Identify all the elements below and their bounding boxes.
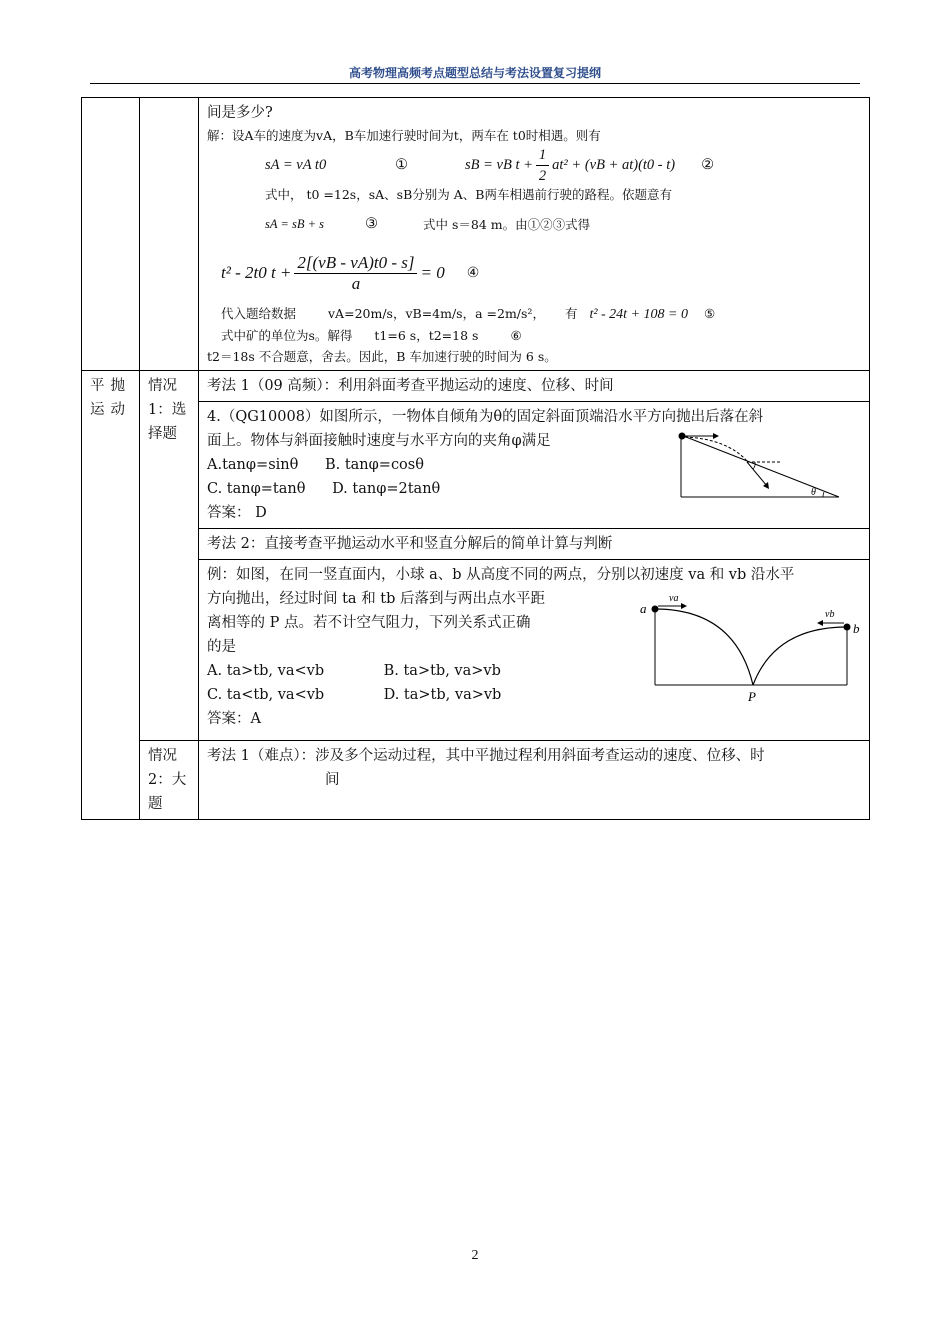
table-row — [82, 371, 870, 402]
equation-4-lhs: t² - 2t0 t + — [221, 263, 292, 282]
example-option-b: B. ta>tb, va>vb — [383, 663, 501, 679]
example-stem-line3: 离相等的 P 点。若不计空气阻力，下列关系式正确 — [207, 615, 531, 631]
q4-cell — [199, 402, 870, 529]
equation-3: sA = sB + s — [265, 217, 325, 231]
solution-intro: 解：设A车的速度为vA，B车加速行驶时间为t，两车在 t0时相遇。则有 — [207, 128, 601, 143]
method3-title-line2: 间 — [325, 772, 340, 788]
equation-6-number: ⑥ — [510, 328, 522, 343]
method3-cell — [199, 741, 870, 820]
equation-4-fraction — [294, 253, 417, 294]
topic-cell — [82, 371, 140, 820]
equation-2-rhs: at² + (vB + at)(t0 - t) — [552, 157, 676, 173]
equation-row-1-2 — [207, 146, 861, 184]
equation-2-number: ② — [701, 157, 715, 173]
method2-title: 考法 2：直接考查平抛运动水平和竖直分解后的简单计算与判断 — [207, 536, 613, 552]
unit-line — [207, 325, 861, 346]
table-row — [82, 402, 870, 529]
incline-diagram — [677, 431, 843, 501]
q4-option-b: B. tanφ=cosθ — [324, 457, 424, 473]
fraction-denominator: a — [351, 273, 361, 293]
topic-cell-empty — [82, 98, 140, 371]
substitution-text: 代入题给数据 — [221, 306, 297, 321]
header-rule — [90, 83, 860, 84]
case2-label: 情况 2：大题 — [148, 748, 187, 812]
method1-cell — [199, 371, 870, 402]
q4-option-d: D. tanφ=2tanθ — [332, 481, 441, 497]
substitution-values: vA=20m/s，vB=4m/s，a =2m/s²， — [328, 306, 545, 321]
page-header: 高考物理高频考点题型总结与考法设置复习提纲 — [348, 66, 601, 80]
equation-row-4 — [207, 243, 861, 303]
q4-figure — [677, 431, 843, 501]
equation-3-number: ③ — [365, 216, 378, 232]
q4-stem-line2: 面上。物体与斜面接触时速度与水平方向的夹角φ满足 — [207, 433, 551, 449]
table-row — [82, 98, 870, 371]
equation-row-3 — [207, 205, 861, 243]
fraction-numerator: 2[(vB - vA)t0 - s] — [294, 253, 417, 274]
example-cell — [199, 560, 870, 741]
substitution-has: 有 — [564, 306, 578, 321]
equation-4-rhs: = 0 — [420, 263, 445, 282]
page-number: 2 — [471, 1248, 479, 1263]
question-tail: 间是多少? — [207, 105, 273, 121]
q4-option-a: A.tanφ=sinθ — [207, 457, 299, 473]
content-table — [81, 97, 870, 820]
substitution-line — [207, 303, 861, 325]
equation-5-number: ⑤ — [703, 306, 716, 321]
equation-2-lhs: sB = vB t + — [465, 157, 533, 173]
label-vb: vb — [825, 609, 835, 620]
example-option-c: C. ta<tb, va<vb — [207, 687, 325, 703]
solutions: t1=6 s，t2=18 s — [374, 328, 479, 343]
unit-text: 式中矿的单位为s。解得 — [221, 328, 353, 343]
method3-title-line1: 考法 1（难点）：涉及多个运动过程，其中平抛过程利用斜面考查运动的速度、位移、时 — [207, 748, 765, 764]
method2-cell — [199, 529, 870, 560]
method1-title: 考法 1（09 高频）：利用斜面考查平抛运动的速度、位移、时间 — [207, 378, 614, 394]
table-row — [82, 741, 870, 820]
fraction-denominator: 2 — [538, 167, 547, 184]
label-va: va — [669, 593, 679, 604]
example-option-d: D. ta>tb, va>vb — [383, 687, 502, 703]
q4-answer: 答案： D — [207, 505, 267, 521]
equation-4-number: ④ — [466, 265, 480, 281]
theta-label: θ — [811, 487, 816, 498]
solution-cell — [199, 98, 870, 371]
table-row — [82, 560, 870, 741]
conclusion: t2＝18s 不合题意，舍去。因此，B 车加速行驶的时间为 6 s。 — [207, 349, 557, 364]
label-a: a — [640, 601, 647, 616]
projectile-diagram — [635, 587, 867, 737]
case-cell-empty — [140, 98, 199, 371]
example-stem-line4: 的是 — [207, 639, 236, 655]
equation-1: sA = vA t0 — [265, 157, 327, 173]
example-answer: 答案：A — [207, 711, 261, 727]
label-b: b — [853, 621, 860, 636]
table-row — [82, 529, 870, 560]
where-line-1: 式中， t0 =12s，sA、sB分别为 A、B两车相遇前行驶的路程。依题意有 — [265, 187, 672, 202]
case2-cell — [140, 741, 199, 820]
example-figure — [635, 587, 867, 737]
label-p: P — [748, 689, 756, 704]
case1-label: 情况 1：选择题 — [148, 378, 187, 442]
example-stem-line2: 方向抛出，经过时间 ta 和 tb 后落到与两出点水平距 — [207, 591, 546, 607]
example-stem-line1: 例：如图，在同一竖直面内，小球 a、b 从高度不同的两点，分别以初速度 va 和 vb 沿水平 — [207, 567, 795, 583]
q4-option-c: C. tanφ=tanθ — [207, 481, 306, 497]
equation-1-number: ① — [395, 157, 408, 173]
case1-cell — [140, 371, 199, 741]
equation-3-tail: 式中 s＝84 m。由①②③式得 — [423, 216, 591, 232]
q4-stem-line1: 4.（QG10008）如图所示，一物体自倾角为θ的固定斜面顶端沿水平方向抛出后落在斜 — [207, 409, 764, 425]
example-option-a: A. ta>tb, va<vb — [207, 663, 325, 679]
equation-2-fraction — [536, 145, 549, 186]
fraction-numerator: 1 — [536, 145, 549, 166]
topic-label: 平抛运动 — [90, 378, 131, 418]
equation-5: t² - 24t + 108 = 0 — [589, 307, 688, 322]
